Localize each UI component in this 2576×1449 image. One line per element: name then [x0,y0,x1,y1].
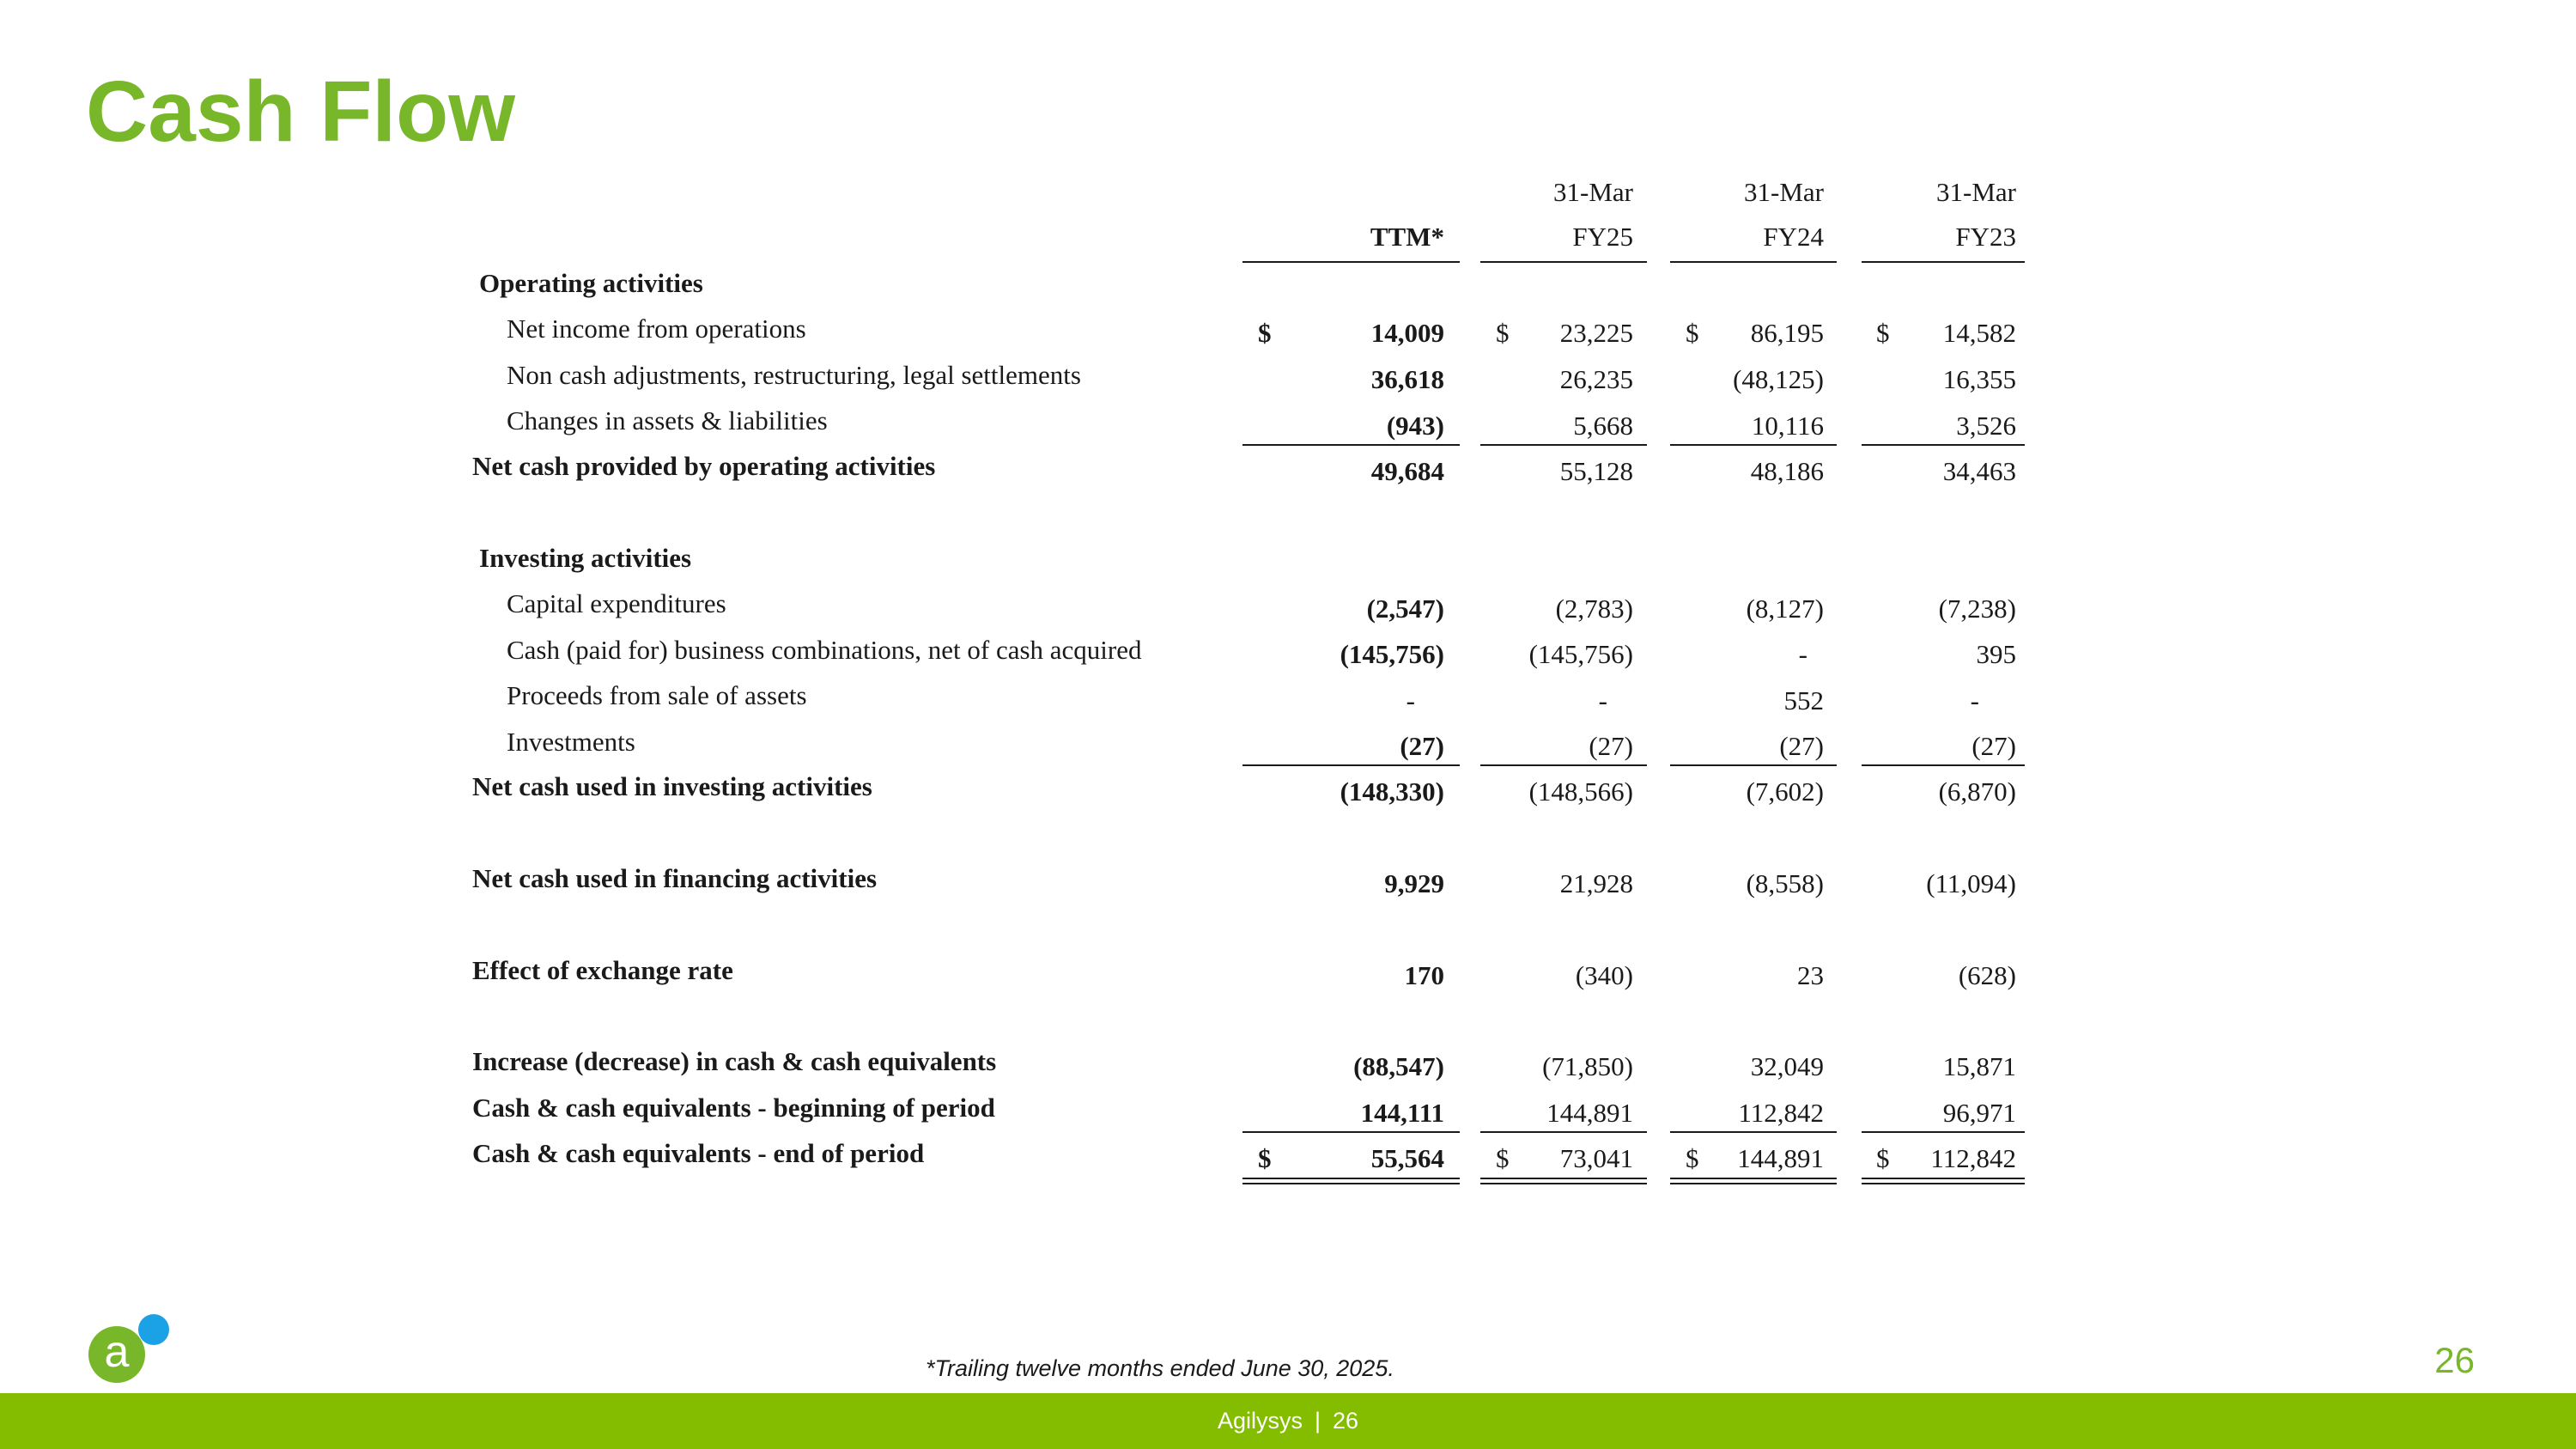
cell-value: (48,125) [1733,364,1824,394]
logo-letter: a [104,1327,130,1377]
cell-value: 112,842 [1738,1098,1824,1128]
cell-value: (8,558) [1746,868,1824,898]
cell-value: (6,870) [1938,776,2016,807]
column-header-fy23-date: 31-Mar [1936,177,2016,207]
total-double-rule [1480,1178,1647,1184]
header-rule [1480,261,1647,263]
cell-value: - [1598,685,1607,715]
cell-value: 23,225 [1559,318,1633,348]
row-label: Cash & cash equivalents - beginning of period [472,1093,995,1123]
currency-symbol: $ [1876,1143,1890,1173]
cell-value: - [1406,685,1415,715]
cell-value: 36,618 [1370,364,1444,394]
currency-symbol: $ [1686,318,1699,348]
cell-value: - [1798,639,1807,669]
row-label: Investments [507,727,635,757]
logo-circle [88,1326,145,1383]
row-label: Net income from operations [507,314,806,344]
subtotal-rule [1862,444,2025,446]
column-header-ttm: TTM* [1370,222,1444,252]
cell-value: 21,928 [1559,868,1633,898]
row-label: Proceeds from sale of assets [507,680,807,710]
cell-value: 14,009 [1370,318,1444,348]
header-rule [1862,261,2025,263]
investing-total-label: Net cash used in investing activities [472,771,872,801]
column-header-fy23: FY23 [1955,222,2016,252]
column-header-fy24: FY24 [1763,222,1824,252]
currency-symbol: $ [1258,1143,1272,1173]
footer-bar [0,1393,2576,1449]
cell-value: 96,971 [1942,1098,2016,1128]
subtotal-rule [1480,764,1647,766]
subtotal-rule [1862,1131,2025,1133]
cell-value: (2,783) [1555,594,1633,624]
cell-value: (27) [1400,731,1444,761]
row-label: Increase (decrease) in cash & cash equivalents [472,1046,997,1076]
currency-symbol: $ [1686,1143,1699,1173]
cell-value: (148,566) [1528,776,1633,807]
operating-total-label: Net cash provided by operating activities [472,451,936,481]
cell-value: 14,582 [1942,318,2016,348]
cell-value: 144,111 [1360,1098,1444,1128]
financing-label: Net cash used in financing activities [472,863,878,893]
cell-value: (148,330) [1340,776,1444,807]
cell-value: 32,049 [1750,1051,1824,1081]
column-header-fy24-date: 31-Mar [1744,177,1824,207]
cell-value: 55,128 [1559,456,1633,486]
page-number: 26 [2434,1340,2475,1380]
cell-value: (27) [1971,731,2016,761]
cell-value: 49,684 [1370,456,1444,486]
subtotal-rule [1670,1131,1837,1133]
subtotal-rule [1862,764,2025,766]
total-double-rule [1862,1178,2025,1184]
cell-value: 55,564 [1370,1143,1444,1173]
row-label: Cash & cash equivalents - end of period [472,1138,925,1168]
cell-value: 34,463 [1942,456,2016,486]
footer-separator: | [1314,1408,1321,1434]
cell-value: 16,355 [1942,364,2016,394]
cell-value: (145,756) [1528,639,1633,669]
header-rule [1242,261,1460,263]
column-header-fy25-date: 31-Mar [1553,177,1633,207]
header-rule [1670,261,1837,263]
currency-symbol: $ [1496,1143,1510,1173]
cell-value: 9,929 [1384,868,1444,898]
cell-value: (7,602) [1746,776,1824,807]
cell-value: 170 [1404,960,1444,990]
column-header-fy25: FY25 [1572,222,1633,252]
subtotal-rule [1670,444,1837,446]
footnote: *Trailing twelve months ended June 30, 2025. [926,1355,1394,1381]
logo-dot [138,1314,169,1345]
cell-value: (8,127) [1746,594,1824,624]
footer-page: 26 [1333,1408,1359,1434]
cell-value: - [1970,685,1979,715]
cell-value: 86,195 [1750,318,1824,348]
cell-value: (27) [1589,731,1633,761]
cell-value: (2,547) [1366,594,1444,624]
cell-value: (628) [1958,960,2016,990]
currency-symbol: $ [1496,318,1510,348]
cell-value: 144,891 [1546,1098,1633,1128]
cell-value: 48,186 [1750,456,1824,486]
cell-value: (340) [1575,960,1633,990]
cell-value: 5,668 [1573,411,1633,441]
subtotal-rule [1670,764,1837,766]
cell-value: 26,235 [1559,364,1633,394]
row-label: Non cash adjustments, restructuring, legal settlements [507,360,1081,390]
cell-value: 395 [1976,639,2016,669]
total-double-rule [1242,1178,1460,1184]
page-title: Cash Flow [86,64,516,160]
cell-value: 144,891 [1737,1143,1824,1173]
row-label: Cash (paid for) business combinations, net of cash acquired [507,635,1142,665]
currency-symbol: $ [1876,318,1890,348]
subtotal-rule [1242,444,1460,446]
cell-value: (27) [1779,731,1824,761]
cell-value: 15,871 [1942,1051,2016,1081]
operating-heading: Operating activities [479,268,703,298]
cell-value: 10,116 [1751,411,1824,441]
cell-value: 23 [1797,960,1824,990]
subtotal-rule [1480,444,1647,446]
footer-company: Agilysys [1217,1408,1303,1434]
cell-value: (7,238) [1938,594,2016,624]
cell-value: (71,850) [1542,1051,1633,1081]
currency-symbol: $ [1258,318,1272,348]
cell-value: (11,094) [1926,868,2016,898]
subtotal-rule [1480,1131,1647,1133]
exchange-label: Effect of exchange rate [472,955,733,985]
investing-heading: Investing activities [479,543,692,573]
row-label: Capital expenditures [507,588,726,618]
subtotal-rule [1242,1131,1460,1133]
total-double-rule [1670,1178,1837,1184]
row-label: Changes in assets & liabilities [507,405,828,435]
cell-value: 112,842 [1930,1143,2016,1173]
cell-value: 3,526 [1956,411,2016,441]
cell-value: (88,547) [1353,1051,1444,1081]
agilysys-logo-icon [88,1314,174,1400]
subtotal-rule [1242,764,1460,766]
cell-value: (145,756) [1340,639,1444,669]
cell-value: 73,041 [1559,1143,1633,1173]
cell-value: (943) [1386,411,1444,441]
cell-value: 552 [1783,685,1824,715]
